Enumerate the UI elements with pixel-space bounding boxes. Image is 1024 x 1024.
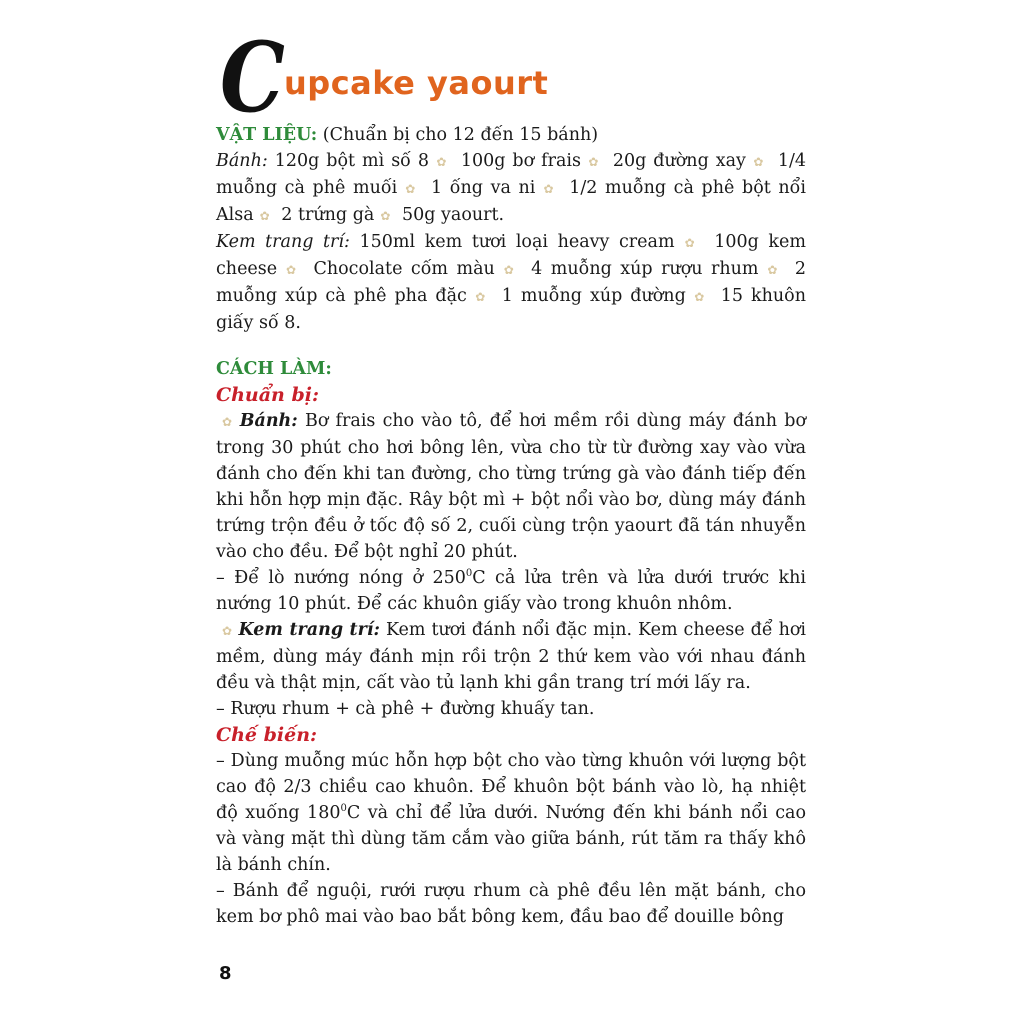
banh-label: Bánh: [216, 151, 268, 171]
oven-text-a: – Để lò nướng nóng ở 250 [216, 568, 466, 588]
kem-label: Kem trang trí: [216, 232, 350, 252]
step1-text-a: – Dùng muỗng múc hỗn hợp bột cho vào từng khuôn với lượng bột cao độ 2/3 chiều cao khuôn. Để khuôn bột bánh vào lò, hạ nhiệt độ xuống 180 [216, 751, 806, 823]
ingredient-item: 150ml kem tươi loại heavy cream [359, 232, 675, 252]
step1-paragraph [216, 748, 806, 878]
method-heading: CÁCH LÀM: [216, 359, 332, 379]
title-text: upcake yaourt [284, 64, 549, 102]
prep-banh-text: Bơ frais cho vào tô, để hơi mềm rồi dùng máy đánh bơ trong 30 phút cho hơi bông lên, vừa cho từ từ đường xay vào vừa đánh cho đến khi tan đường, cho từng trứng gà vào đánh tiếp đến khi hỗn hợp mịn đặc. Rây bột mì + bột nổi vào bơ, dùng máy đánh trứng trộn đều ở tốc độ số 2, cuối cùng trộn yaourt đã tán nhuyễn vào cho đều. Để bột nghỉ 20 phút. [216, 411, 806, 562]
prep-kem-paragraph [216, 617, 806, 696]
step1-text-b: C và chỉ để lửa dưới. Nướng đến khi bánh nổi cao và vàng mặt thì dùng tăm cắm vào giữa bánh, rút tăm ra thấy khô là bánh chín. [216, 803, 806, 875]
rum-paragraph: – Rượu rhum + cà phê + đường khuấy tan. [216, 699, 595, 719]
flower-bullet-icon: ✿ [222, 415, 234, 429]
degree-sup: 0 [340, 803, 347, 815]
prep-kem-label: Kem trang trí: [238, 620, 380, 640]
flower-bullet-icon: ✿ [380, 209, 391, 223]
recipe-page [216, 21, 806, 930]
prep-heading: Chuẩn bị: [216, 384, 320, 406]
ingredient-item: 2 trứng gà [281, 205, 375, 225]
oven-paragraph [216, 565, 806, 617]
ingredient-item: 2 muỗng xúp cà phê pha đặc [216, 259, 806, 306]
ingredient-item: 100g kem cheese [216, 232, 806, 279]
ingredient-item: 1 ống va ni [431, 178, 536, 198]
ingredients-note: (Chuẩn bị cho 12 đến 15 bánh) [322, 125, 599, 145]
method-section [216, 356, 806, 930]
flower-bullet-icon: ✿ [764, 263, 781, 277]
flower-bullet-icon: ✿ [680, 236, 699, 250]
flower-bullet-icon: ✿ [500, 263, 517, 277]
flower-bullet-icon: ✿ [472, 290, 488, 304]
ingredient-item: 100g bơ frais [460, 151, 581, 171]
flower-bullet-icon: ✿ [751, 155, 765, 169]
ingredient-item: 20g đường xay [612, 151, 746, 171]
ingredient-item: 120g bột mì số 8 [274, 151, 429, 171]
ingredient-item: 15 khuôn giấy số 8. [216, 286, 806, 333]
flower-bullet-icon: ✿ [435, 155, 448, 169]
flower-bullet-icon: ✿ [283, 263, 299, 277]
banh-ingredients [216, 148, 806, 229]
step2-paragraph: – Bánh để nguội, rưới rượu rhum cà phê đều lên mặt bánh, cho kem bơ phô mai vào bao bắt bông kem, đầu bao để douille bông [216, 881, 806, 927]
ingredients-section [216, 122, 806, 336]
ingredient-item: 1/4 muỗng cà phê muối [216, 151, 806, 198]
ingredients-heading-line [216, 122, 806, 148]
recipe-title [216, 21, 806, 134]
prep-banh-paragraph [216, 408, 806, 565]
prep-banh-label: Bánh: [239, 411, 298, 431]
ingredients-heading: VẬT LIỆU: [216, 125, 318, 145]
flower-bullet-icon: ✿ [403, 182, 418, 196]
flower-bullet-icon: ✿ [587, 155, 600, 169]
degree-sup: 0 [465, 568, 473, 580]
flower-bullet-icon: ✿ [222, 624, 233, 638]
ingredient-item: Chocolate cốm màu [313, 259, 495, 279]
page-number: 8 [219, 963, 232, 984]
flower-bullet-icon: ✿ [541, 182, 556, 196]
ingredient-item: 50g yaourt. [401, 205, 505, 225]
prep-kem-text: Kem tươi đánh nổi đặc mịn. Kem cheese để hơi mềm, dùng máy đánh mịn rồi trộn 2 thứ kem vào với nhau đánh đều và thật mịn, cất vào tủ lạnh khi gần trang trí mới lấy ra. [216, 620, 806, 693]
ingredient-item: 1 muỗng xúp đường [501, 286, 686, 306]
ingredient-item: 4 muỗng xúp rượu rhum [531, 259, 759, 279]
process-heading: Chế biến: [216, 724, 318, 746]
title-dropcap: C [220, 21, 285, 134]
flower-bullet-icon: ✿ [691, 290, 707, 304]
ingredient-item: 1/2 muỗng cà phê bột nổi Alsa [216, 178, 806, 225]
kem-ingredients [216, 229, 806, 336]
flower-bullet-icon: ✿ [259, 209, 270, 223]
oven-text-b: C cả lửa trên và lửa dưới trước khi nướng 10 phút. Để các khuôn giấy vào trong khuôn nhôm. [216, 568, 806, 614]
